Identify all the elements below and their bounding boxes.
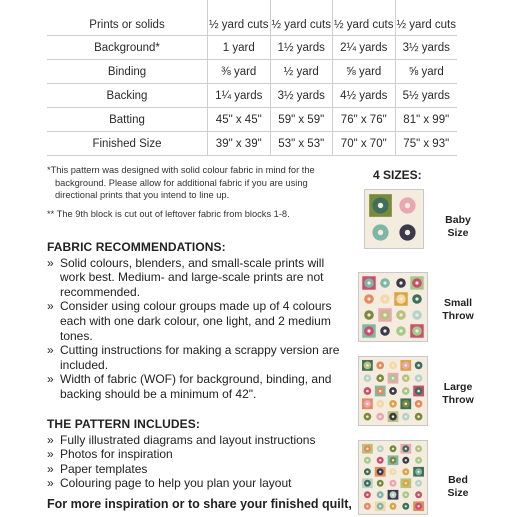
footnote-background: *This pattern was designed with solid colour fabric in mind for the background. Please allow for additional fabric if you are using directional prints that you intend to line up.: [47, 165, 315, 200]
block-center: [415, 281, 418, 284]
quilt-block: [400, 398, 411, 409]
block-center: [366, 505, 368, 507]
row-label: Background*: [47, 36, 208, 60]
block-center: [392, 505, 394, 507]
table-cell: ⅝ yard: [333, 60, 396, 84]
table-cell: 1½ yards: [270, 36, 333, 60]
quilt-svg: [364, 189, 424, 249]
block-center: [379, 471, 381, 473]
block-center: [415, 297, 418, 300]
block-center: [399, 313, 402, 316]
block-center: [417, 364, 420, 367]
block-center: [367, 313, 370, 316]
table-cell: 2¼ yards: [333, 36, 396, 60]
block-center: [417, 482, 419, 484]
block-center: [367, 281, 370, 284]
quilt-block: [400, 360, 411, 371]
quilt-block: [410, 308, 423, 321]
block-center: [383, 313, 386, 316]
quilt-block: [400, 501, 411, 511]
block-center: [383, 329, 386, 332]
quilt-block: [410, 276, 423, 289]
size-label-large-throw: Large Throw: [442, 381, 474, 406]
quilt-block: [378, 276, 391, 289]
quilt-block: [362, 308, 375, 321]
block-center: [366, 390, 369, 393]
row-label: Binding: [47, 60, 208, 84]
bullet-glyph: »: [47, 432, 54, 447]
block-center: [399, 281, 402, 284]
block-center: [417, 377, 420, 380]
table-cell: ⅝ yard: [395, 60, 457, 84]
fabric-requirements-table: [47, 0, 457, 156]
quilt-block: [388, 373, 399, 384]
row-label: Batting: [47, 108, 208, 132]
block-center: [392, 494, 394, 496]
quilt-block: [388, 467, 399, 477]
block-center: [399, 297, 402, 300]
quilt-block: [400, 411, 411, 422]
row-label: Backing: [47, 84, 208, 108]
block-center: [366, 364, 369, 367]
baby-size-quilt-illustration: [364, 189, 424, 249]
block-center: [379, 448, 381, 450]
small-throw-quilt-illustration: [358, 272, 428, 342]
table-header-cell: ½ yard cuts: [333, 0, 396, 36]
quilt-block: [413, 386, 424, 397]
quilt-block: [413, 398, 424, 409]
table-cell: 5½ yards: [395, 84, 457, 108]
list-item: » Colouring page to help you plan your layout: [47, 476, 292, 491]
block-center: [366, 448, 368, 450]
quilt-block: [394, 292, 407, 305]
closing-line: For more inspiration or to share your finished quilt,: [47, 497, 352, 511]
quilt-block: [413, 467, 424, 477]
quilt-block: [369, 221, 392, 244]
table-row: [47, 60, 457, 84]
block-center: [405, 377, 408, 380]
block-center: [366, 494, 368, 496]
block-center: [366, 415, 369, 418]
block-center: [392, 403, 395, 406]
quilt-block: [362, 411, 373, 422]
quilt-block: [362, 467, 373, 477]
list-item: » Cutting instructions for making a scrappy version are included.: [47, 343, 340, 372]
quilt-block: [394, 308, 407, 321]
quilt-block: [388, 360, 399, 371]
table-header-cell: ½ yard cuts: [270, 0, 333, 36]
quilt-block: [362, 501, 373, 511]
table-cell: 81" x 99": [395, 108, 457, 132]
table-cell: 1¼ yards: [208, 84, 271, 108]
quilt-block: [388, 490, 399, 500]
block-center: [379, 482, 381, 484]
quilt-block: [362, 276, 375, 289]
block-center: [379, 494, 381, 496]
block-center: [399, 329, 402, 332]
quilt-block: [362, 444, 373, 454]
quilt-block: [400, 373, 411, 384]
quilt-block: [396, 221, 419, 244]
quilt-block: [362, 292, 375, 305]
section-heading: THE PATTERN INCLUDES:: [47, 417, 200, 431]
footnote-ninth-block: ** The 9th block is cut out of leftover fabric from blocks 1-8.: [47, 208, 290, 219]
block-center: [379, 415, 382, 418]
quilt-block: [362, 398, 373, 409]
block-center: [366, 403, 369, 406]
block-center: [405, 448, 407, 450]
sizes-heading: 4 SIZES:: [373, 168, 422, 182]
block-center: [417, 448, 419, 450]
table-cell: 76" x 76": [333, 108, 396, 132]
block-center: [392, 415, 395, 418]
quilt-block: [362, 478, 373, 488]
quilt-block: [413, 478, 424, 488]
table-header-row: [47, 0, 457, 36]
quilt-block: [362, 386, 373, 397]
block-center: [379, 403, 382, 406]
block-center: [405, 403, 408, 406]
quilt-block: [410, 324, 423, 337]
block-center: [379, 459, 381, 461]
bullet-glyph: »: [47, 372, 54, 387]
quilt-svg: [358, 440, 428, 515]
quilt-block: [375, 444, 386, 454]
quilt-block: [378, 324, 391, 337]
quilt-block: [400, 467, 411, 477]
list-item: » Fully illustrated diagrams and layout instructions: [47, 432, 316, 447]
bullet-glyph: »: [47, 255, 54, 270]
fabric-recommendations: [47, 240, 347, 402]
list-item: » Width of fabric (WOF) for background, binding, and backing should be a minimum of 42".: [47, 372, 332, 401]
block-center: [405, 482, 407, 484]
block-center: [383, 297, 386, 300]
quilt-svg: [358, 356, 428, 426]
footnotes: [47, 164, 347, 226]
quilt-block: [378, 308, 391, 321]
table-cell: ½ yard: [270, 60, 333, 84]
quilt-block: [413, 455, 424, 465]
quilt-block: [362, 360, 373, 371]
block-center: [415, 313, 418, 316]
block-center: [367, 297, 370, 300]
quilt-block: [375, 398, 386, 409]
block-center: [367, 329, 370, 332]
block-center: [417, 415, 420, 418]
size-label-bed: Bed Size: [447, 474, 469, 499]
block-center: [417, 494, 419, 496]
table-cell: 75" x 93": [395, 132, 457, 156]
block-center: [417, 459, 419, 461]
quilt-block: [388, 478, 399, 488]
table-cell: 59" x 59": [270, 108, 333, 132]
table-cell: 4½ yards: [333, 84, 396, 108]
table-cell: 3½ yards: [395, 36, 457, 60]
quilt-block: [413, 360, 424, 371]
block-center: [379, 364, 382, 367]
block-center: [417, 390, 420, 393]
quilt-block: [413, 411, 424, 422]
large-throw-quilt-illustration: [358, 356, 428, 426]
block-center: [392, 364, 395, 367]
table-row: [47, 84, 457, 108]
quilt-block: [388, 444, 399, 454]
block-center: [405, 364, 408, 367]
block-center: [366, 459, 368, 461]
quilt-block: [413, 444, 424, 454]
list-item: » Solid colours, blenders, and small-scale prints will work best. Medium- and large-scale prints are not recommended.: [47, 255, 325, 299]
block-center: [405, 203, 410, 208]
table-cell: 70" x 70": [333, 132, 396, 156]
block-center: [383, 281, 386, 284]
block-center: [405, 230, 410, 235]
block-center: [392, 459, 394, 461]
table-cell: 3½ yards: [270, 84, 333, 108]
block-center: [405, 390, 408, 393]
table-cell: 53" x 53": [270, 132, 333, 156]
quilt-block: [375, 373, 386, 384]
bullet-glyph: »: [47, 447, 54, 462]
block-center: [405, 471, 407, 473]
quilt-block: [362, 490, 373, 500]
block-center: [366, 471, 368, 473]
table-cell: 39" x 39": [208, 132, 271, 156]
quilt-block: [375, 455, 386, 465]
block-center: [378, 230, 383, 235]
quilt-block: [400, 444, 411, 454]
table-row: [47, 36, 457, 60]
quilt-block: [369, 194, 392, 217]
list-item: » Photos for inspiration: [47, 447, 173, 462]
block-center: [379, 377, 382, 380]
bullet-glyph: »: [47, 343, 54, 358]
quilt-block: [378, 292, 391, 305]
quilt-block: [388, 386, 399, 397]
quilt-block: [388, 411, 399, 422]
quilt-block: [375, 360, 386, 371]
quilt-block: [375, 467, 386, 477]
quilt-svg: [358, 272, 428, 342]
block-center: [405, 459, 407, 461]
table-cell: ⅜ yard: [208, 60, 271, 84]
block-center: [417, 505, 419, 507]
quilt-block: [375, 490, 386, 500]
block-center: [405, 415, 408, 418]
block-center: [405, 494, 407, 496]
block-center: [392, 448, 394, 450]
list-item: » Consider using colour groups made up of 4 colours each with one dark colour, one light, and 2 medium tones.: [47, 299, 332, 343]
quilt-block: [400, 386, 411, 397]
section-heading: FABRIC RECOMMENDATIONS:: [47, 240, 226, 254]
bullet-glyph: »: [47, 299, 54, 314]
quilt-block: [388, 398, 399, 409]
quilt-block: [388, 455, 399, 465]
quilt-block: [396, 194, 419, 217]
quilt-block: [362, 455, 373, 465]
quilt-block: [410, 292, 423, 305]
block-center: [405, 505, 407, 507]
size-label-small-throw: Small Throw: [442, 297, 474, 322]
block-center: [415, 329, 418, 332]
quilt-block: [394, 276, 407, 289]
table-row: [47, 108, 457, 132]
block-center: [392, 390, 395, 393]
block-center: [378, 203, 383, 208]
quilt-block: [375, 386, 386, 397]
fabric-list: [47, 256, 347, 402]
block-center: [417, 471, 419, 473]
quilt-block: [413, 373, 424, 384]
table-header-cell: ½ yard cuts: [208, 0, 271, 36]
size-label-baby: Baby Size: [445, 214, 471, 239]
block-center: [379, 505, 381, 507]
row-label: Finished Size: [47, 132, 208, 156]
block-center: [392, 471, 394, 473]
pattern-includes: [47, 417, 347, 491]
table-cell: 1 yard: [208, 36, 271, 60]
block-center: [366, 482, 368, 484]
quilt-block: [362, 324, 375, 337]
block-center: [366, 377, 369, 380]
includes-list: [47, 433, 347, 491]
block-center: [392, 377, 395, 380]
quilt-block: [362, 373, 373, 384]
table-header-cell: ½ yard cuts: [395, 0, 457, 36]
bed-size-quilt-illustration: [358, 440, 428, 515]
table-cell: 45" x 45": [208, 108, 271, 132]
quilt-block: [375, 411, 386, 422]
bullet-glyph: »: [47, 461, 54, 476]
table-row: [47, 132, 457, 156]
table-header-cell: Prints or solids: [47, 0, 208, 36]
block-center: [379, 390, 382, 393]
quilt-block: [400, 455, 411, 465]
block-center: [417, 403, 420, 406]
quilt-block: [394, 324, 407, 337]
quilt-block: [413, 501, 424, 511]
quilt-block: [400, 478, 411, 488]
quilt-block: [400, 490, 411, 500]
block-center: [392, 482, 394, 484]
quilt-block: [375, 501, 386, 511]
quilt-block: [388, 501, 399, 511]
bullet-glyph: »: [47, 476, 54, 491]
list-item: » Paper templates: [47, 461, 148, 476]
quilt-block: [413, 490, 424, 500]
quilt-block: [375, 478, 386, 488]
